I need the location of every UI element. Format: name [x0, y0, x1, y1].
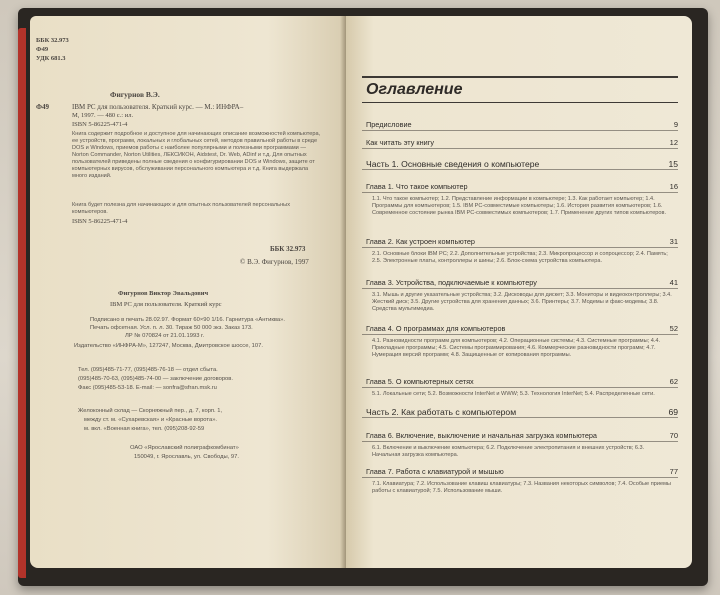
toc-chapter-description: 5.1. Локальные сети; 5.2. Возможности InterNet и WWW; 5.3. Технология InterNet; 5.4. Распределенные сети. [372, 391, 655, 397]
toc-entry-page: 12 [669, 138, 678, 147]
contact-line: Факс (095)485-53-18. E-mail: — sonfra@sfran.msk.ru [78, 385, 217, 391]
author-name: Фигурнов В.Э. [110, 90, 160, 99]
book-red-edge [18, 28, 26, 578]
isbn-top: ISBN 5-86225-471-4 [72, 121, 128, 128]
toc-chapter-description: 7.1. Клавиатура; 7.2. Использование клавиш клавиатуры; 7.3. Названия некоторых символов; 7.4. Особые приемы работы с клавиатурой; 7.5. Использование мыши. [372, 481, 671, 494]
toc-entry-page: 9 [673, 120, 678, 129]
warehouse-line: между ст. м. «Сухаревская» и «Красные ворота». [84, 417, 218, 423]
toc-entry-rule [362, 192, 678, 193]
toc-title-rule [362, 102, 678, 103]
toc-entry-rule [362, 247, 678, 248]
toc-entry-label: Предисловие [366, 120, 412, 129]
annotation-text: Книга содержит подробное и доступное для начинающих описание возможностей компьютера, ее устройств, программ, локальных и глобальных сетей, методов правильной работы в среде DOS и Windows, приемов работы с наиболее популярными и полезными программами — Norton Commander, Norton Utilities, ЛЕКСИКОН, Aidstest, Dr. Web, ADinf и т.д. Для опытных пользователей приведены полные сведения о конфигурировании DOS и Windows, защите от компьютерных вирусов, обслуживании персонального компьютера и т.д. Книга выдержала много изданий. [72, 131, 321, 179]
toc-entry-label: Часть 1. Основные сведения о компьютере [366, 159, 540, 169]
print-line: Подписано в печать 28.02.97. Формат 60×90 1/16. Гарнитура «Антиква». [90, 317, 285, 323]
bbk-code: ББК 32.973 [36, 37, 69, 44]
toc-entry-page: 62 [669, 377, 678, 386]
toc-entry-rule [362, 288, 678, 289]
toc-entry-rule [362, 417, 678, 418]
toc-entry-page: 16 [669, 182, 678, 191]
toc-chapter-description: 3.1. Мышь и другие указательные устройства; 3.2. Дисководы для дискет; 3.3. Мониторы и видеоконтроллеры; 3.4. Жесткий диск; 3.5. Другие устройства для хранения данных; 3.6. Принтеры; 3.7. Модемы и факс-модемы; 3.8. Средства мультимедиа. [372, 292, 672, 312]
toc-entry-label: Глава 6. Включение, выключение и начальная загрузка компьютера [366, 431, 597, 440]
f49-mark: Ф49 [36, 103, 50, 111]
book-title-line: IBM PC для пользователя. Краткий курс. — М.: ИНФРА– [72, 103, 244, 111]
book-title-line-2: М, 1997. — 480 с.: ил. [72, 112, 134, 119]
audience-text: Книга будет полезна для начинающих и для опытных пользователей персональных компьютеров. [72, 202, 291, 215]
udk-code: УДК 681.3 [36, 55, 66, 62]
toc-entry-rule [362, 387, 678, 388]
toc-chapter-description: 6.1. Включение и выключение компьютера; 6.2. Подключение электропитания и внешних устройств; 6.3. Начальная загрузка компьютера. [372, 445, 645, 458]
toc-chapter-description: 4.1. Разновидности программ для компьютеров; 4.2. Операционные системы; 4.3. Системные программы; 4.4. Прикладные программы; 4.5. Системы программирования; 4.6. Коммерческие разновидности программ; 4.7. Нумерация версий программ; 4.8. Защищенные от копирования программы. [372, 338, 661, 358]
left-page [30, 16, 346, 568]
right-page [346, 16, 692, 568]
contact-line: (095)485-70-63, (095)485-74-00 — заключение договоров. [78, 376, 233, 382]
toc-chapter-description: 1.1. Что такое компьютер; 1.2. Представление информации в компьютере; 1.3. Как работает компьютер; 1.4. Программы для компьютеров; 1.5. IBM PC-совместимые компьютеры; 1.6. История развития компьютеров; 1.6. Современное состояние рынка IBM PC-совместимых компьютеров; 1.7. Применение других типов компьютеров. [372, 196, 667, 216]
toc-entry-page: 15 [668, 159, 678, 169]
printer-line: ОАО «Ярославский полиграфкомбинат» [130, 445, 239, 451]
printer-line: 150049, г. Ярославль, ул. Свободы, 97. [134, 454, 239, 460]
toc-entry-label: Глава 5. О компьютерных сетях [366, 377, 474, 386]
isbn-bottom: ISBN 5-86225-471-4 [72, 218, 128, 225]
f49-code: Ф49 [36, 46, 49, 53]
toc-entry-page: 70 [669, 431, 678, 440]
bbk-bottom: ББК 32.973 [270, 245, 306, 253]
toc-entry-label: Глава 2. Как устроен компьютер [366, 237, 475, 246]
warehouse-line: м. вкл. «Военная книга», тел. (095)208-92-59 [84, 426, 205, 432]
toc-entry-page: 52 [669, 324, 678, 333]
toc-entry-label: Глава 3. Устройства, подключаемые к компьютеру [366, 278, 537, 287]
copyright-line: © В.Э. Фигурнов, 1997 [240, 258, 309, 266]
imprint-author: Фигурнов Виктор Эвальдович [118, 290, 209, 297]
toc-entry-label: Как читать эту книгу [366, 138, 435, 147]
warehouse-line: Желоконный склад — Скорняжный пер., д. 7, корп. 1, [78, 408, 223, 414]
toc-entry-rule [362, 148, 678, 149]
print-line: Печать офсетная. Усл. п. л. 30. Тираж 50 000 экз. Заказ 173. [90, 325, 253, 331]
toc-entry-rule [362, 130, 678, 131]
toc-entry-rule [362, 334, 678, 335]
toc-entry-rule [362, 169, 678, 170]
toc-entry-label: Глава 7. Работа с клавиатурой и мышью [366, 467, 504, 476]
toc-entry-page: 77 [669, 467, 678, 476]
toc-entry-page: 31 [669, 237, 678, 246]
toc-title: Оглавление [366, 81, 463, 98]
toc-entry-page: 41 [669, 278, 678, 287]
toc-entry-label: Часть 2. Как работать с компьютером [366, 407, 517, 417]
toc-entry-label: Глава 4. О программах для компьютеров [366, 324, 506, 333]
print-line: ЛР № 070824 от 21.01.1993 г. [125, 333, 205, 339]
imprint-title: IBM PC для пользователя. Краткий курс [110, 301, 222, 308]
contact-line: Тел. (095)485-71-77, (095)485-76-18 — отдел сбыта. [78, 367, 218, 373]
toc-chapter-description: 2.1. Основные блоки IBM PC; 2.2. Дополнительные устройства; 2.3. Микропроцессор и сопроцессор; 2.4. Память; 2.5. Электронные платы, контроллеры и шины; 2.6. Блок-схема устройства компьютера. [372, 251, 668, 264]
toc-entry-label: Глава 1. Что такое компьютер [366, 182, 468, 191]
toc-entry-rule [362, 477, 678, 478]
toc-entry-rule [362, 441, 678, 442]
toc-top-rule [362, 76, 678, 78]
toc-entry-page: 69 [668, 407, 678, 417]
print-line: Издательство «ИНФРА-М», 127247, Москва, Дмитровское шоссе, 107. [74, 343, 263, 349]
